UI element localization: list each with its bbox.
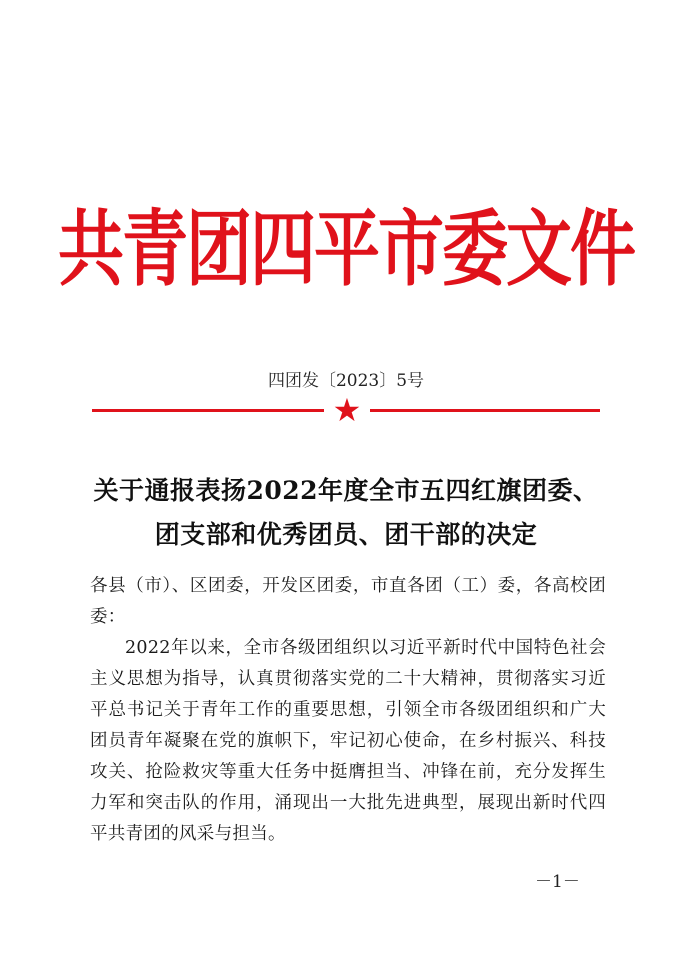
document-title-line-1: 关于通报表扬2022年度全市五四红旗团委、 — [93, 476, 599, 505]
header-divider-left — [92, 409, 324, 412]
salutation: 各县（市）、区团委，开发区团委，市直各团（工）委，各高校团委： — [90, 576, 606, 627]
star-icon: ★ — [332, 391, 362, 429]
header-divider-right — [370, 409, 600, 412]
body-paragraph: 2022年以来，全市各级团组织以习近平新时代中国特色社会主义思想为指导，认真贯彻落实党的二十大精神，贯彻落实习近平总书记关于青年工作的重要思想，引领全市各级团组织和广大团员青年凝聚在党的旗帜下，牢记初心使命，在乡村振兴、科技攻关、抢险救灾等重大任务中挺膺担当、冲锋在前，充分发挥生力军和突击队的作用，涌现出一大批先进典型，展现出新时代四平共青团的风采与担当。 — [90, 638, 606, 844]
document-number: 四团发〔2023〕5号 — [267, 371, 425, 391]
document-title-line-2: 团支部和优秀团员、团干部的决定 — [154, 520, 538, 549]
document-header-title: 共青团四平市委文件 — [58, 201, 634, 298]
page-number: －1－ — [535, 872, 580, 892]
